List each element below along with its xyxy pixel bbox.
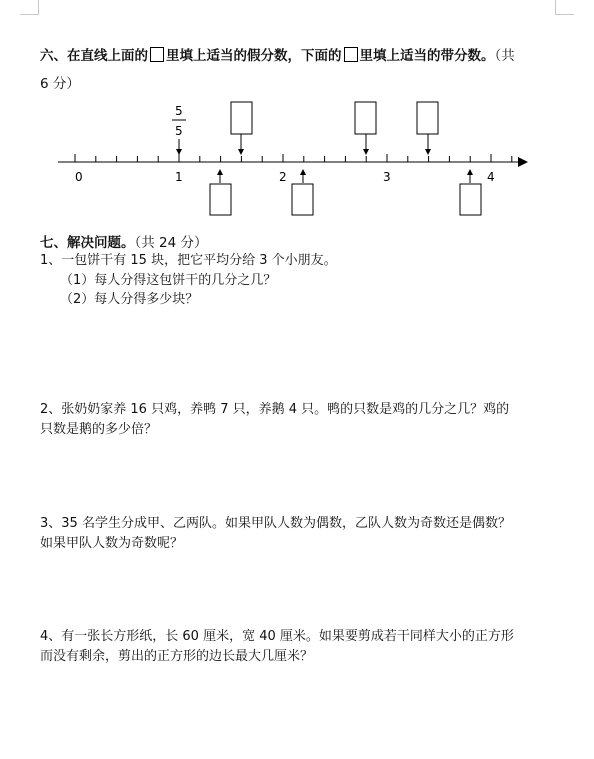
answer-box-icon (150, 47, 164, 62)
tick-label-3: 3 (383, 170, 391, 184)
number-line-arrowhead-icon (518, 157, 528, 167)
page-corner-mark-top-left (20, 0, 39, 15)
section7-title: 七、解决问题。 (40, 235, 135, 251)
number-line-diagram (0, 95, 594, 225)
question-1 (40, 251, 560, 271)
answer-box-below[interactable] (460, 184, 481, 215)
answer-box-above[interactable] (417, 102, 438, 134)
section7-score: （共 24 分） (134, 235, 208, 251)
question-1-part-2: （2）每人分得多少块？ (60, 292, 199, 307)
up-arrowhead-icon (300, 169, 306, 175)
section7-heading (40, 231, 208, 251)
section6-score-open: （共 (494, 48, 515, 64)
question-2 (40, 400, 560, 440)
question-3-line1: 3、35 名学生分成甲、乙两队。如果甲队人数为偶数，乙队人数为奇数还是偶数？ (40, 516, 511, 531)
section6-heading (40, 42, 565, 98)
up-arrowhead-icon (467, 169, 473, 175)
question-1-text: 1、一包饼干有 15 块，把它平均分给 3 个小朋友。 (40, 253, 337, 268)
down-arrowhead-icon (176, 149, 182, 155)
number-line-ticks (75, 154, 512, 162)
down-arrowhead-icon (363, 149, 369, 155)
section6-title-part2: 里填上适当的假分数，下面的 (166, 48, 342, 64)
page-corner-mark-top-right (555, 0, 574, 15)
question-4 (40, 627, 560, 667)
question-4-line1: 4、有一张长方形纸，长 60 厘米，宽 40 厘米。如果要剪成若干同样大小的正方形 (40, 629, 514, 644)
section6-score-close: 6 分） (40, 76, 80, 92)
question-1-part-1: （1）每人分得这包饼干的几分之几？ (60, 273, 277, 288)
question-4-line2: 而没有剩余，剪出的正方形的边长最大几厘米？ (40, 649, 314, 664)
down-arrowhead-icon (238, 149, 244, 155)
tick-label-0: 0 (75, 170, 83, 184)
answer-box-below[interactable] (292, 184, 313, 215)
answer-box-below[interactable] (210, 184, 231, 215)
section6-title-part1: 六、在直线上面的 (40, 48, 148, 64)
fraction-numerator: 5 (175, 104, 183, 118)
answer-box-above[interactable] (231, 102, 252, 134)
answer-box-above[interactable] (355, 102, 376, 134)
section6-title-part3: 里填上适当的带分数。 (359, 48, 495, 64)
up-arrowhead-icon (217, 169, 223, 175)
question-3-line2: 如果甲队人数为奇数呢？ (40, 536, 184, 551)
down-arrowhead-icon (425, 149, 431, 155)
tick-label-1: 1 (175, 170, 183, 184)
question-2-line2: 只数是鹅的多少倍？ (40, 422, 158, 437)
question-2-line1: 2、张奶奶家养 16 只鸡，养鸭 7 只，养鹅 4 只。鸭的只数是鸡的几分之几？鸡的 (40, 402, 510, 417)
tick-label-2: 2 (279, 170, 287, 184)
question-3 (40, 514, 560, 554)
tick-label-4: 4 (487, 170, 495, 184)
fraction-denominator: 5 (175, 124, 183, 138)
answer-box-icon (344, 47, 358, 62)
